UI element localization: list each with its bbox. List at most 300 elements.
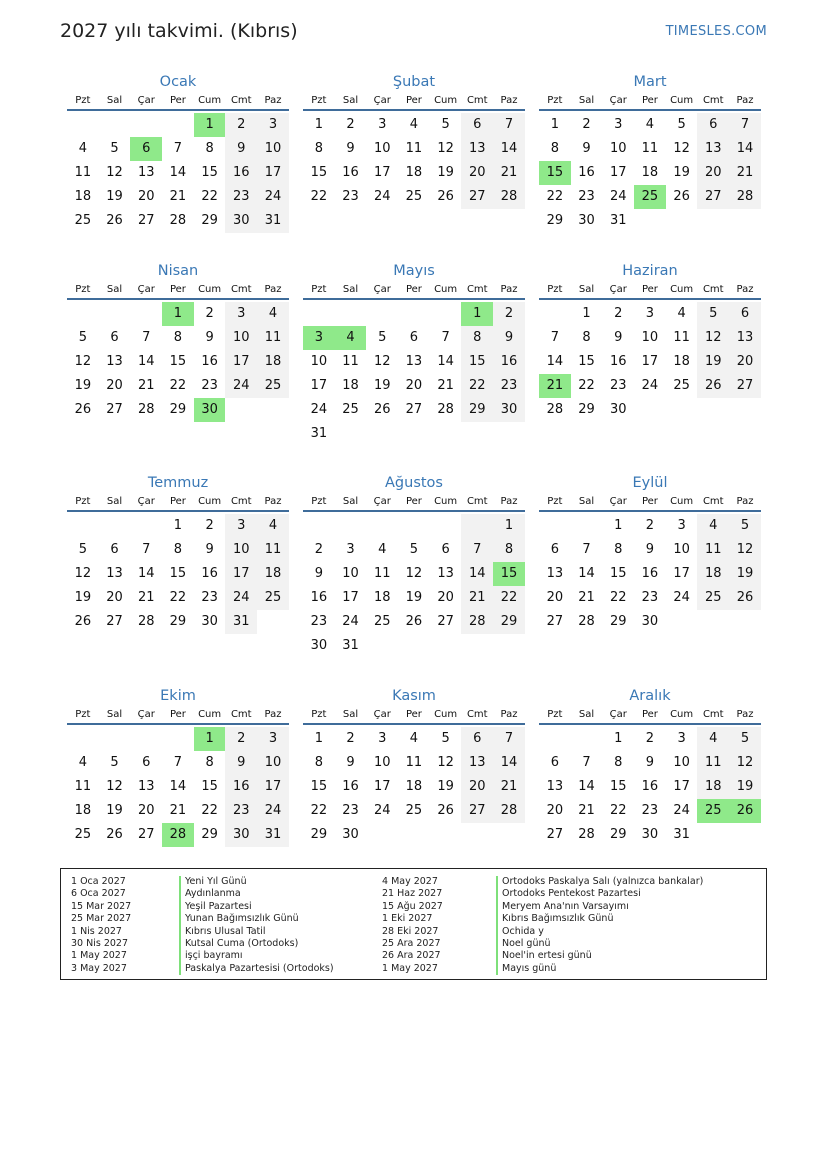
day-cell: 19 bbox=[373, 378, 391, 393]
day-cell: 31 bbox=[673, 827, 690, 842]
day-cell: 3 bbox=[257, 113, 289, 137]
day-cell: 8 bbox=[582, 330, 591, 345]
day-cell: 21 bbox=[729, 161, 761, 185]
brand-link[interactable]: TIMESLES.COM bbox=[665, 24, 767, 39]
day-cell: 21 bbox=[169, 189, 187, 204]
weekday-header bbox=[303, 95, 525, 111]
day-cell: 22 bbox=[493, 586, 525, 610]
weekday-label: Paz bbox=[500, 284, 518, 295]
day-cell: 17 bbox=[257, 161, 289, 185]
day-cell: 14 bbox=[461, 562, 493, 586]
day-cell: 22 bbox=[609, 803, 627, 818]
day-cell: 15 bbox=[201, 165, 218, 180]
day-cell: 4 bbox=[697, 727, 729, 751]
weekday-label: Cum bbox=[198, 284, 222, 295]
day-cell: 23 bbox=[641, 590, 659, 605]
day-cell: 28 bbox=[493, 185, 525, 209]
day-cell: 26 bbox=[74, 402, 92, 417]
day-cell: 8 bbox=[614, 755, 623, 770]
day-cell: 20 bbox=[461, 161, 493, 185]
day-cell: 13 bbox=[546, 779, 564, 794]
empty-cell bbox=[539, 514, 571, 538]
weekday-label: Cum bbox=[670, 709, 694, 720]
day-cell: 31 bbox=[342, 638, 359, 653]
day-cell: 5 bbox=[729, 514, 761, 538]
weekday-label: Çar bbox=[609, 709, 627, 720]
weekday-label: Paz bbox=[500, 95, 518, 106]
day-cell: 22 bbox=[578, 378, 595, 393]
day-cell: 16 bbox=[201, 566, 218, 581]
day-cell: 9 bbox=[614, 330, 623, 345]
day-cell: 6 bbox=[110, 330, 119, 345]
day-cell: 3 bbox=[677, 518, 686, 533]
weekday-label: Cum bbox=[198, 709, 222, 720]
day-cell: 5 bbox=[110, 755, 119, 770]
weekday-label: Paz bbox=[736, 709, 754, 720]
day-cell: 2 bbox=[225, 113, 257, 137]
day-cell: 5 bbox=[78, 542, 87, 557]
day-cell: 24 bbox=[373, 803, 391, 818]
day-cell: 22 bbox=[461, 374, 493, 398]
day-cell: 3 bbox=[378, 117, 387, 132]
day-cell: 22 bbox=[310, 803, 328, 818]
holiday-date: 25 Ara 2027 bbox=[382, 937, 441, 949]
day-cell: 10 bbox=[310, 354, 328, 369]
day-cell: 13 bbox=[546, 566, 564, 581]
holiday-date: 3 May 2027 bbox=[71, 962, 127, 974]
month-name: Eylül bbox=[632, 475, 668, 491]
weekday-label: Pzt bbox=[547, 95, 563, 106]
day-cell: 18 bbox=[697, 775, 729, 799]
day-cell: 19 bbox=[74, 378, 92, 393]
empty-cell bbox=[430, 302, 462, 326]
day-cell: 20 bbox=[729, 350, 761, 374]
day-cell: 23 bbox=[201, 378, 218, 393]
empty-cell bbox=[571, 514, 603, 538]
day-cell: 1 bbox=[493, 514, 525, 538]
day-cell: 30 bbox=[310, 638, 328, 653]
day-cell: 1 bbox=[173, 518, 183, 533]
day-cell: 29 bbox=[201, 213, 218, 228]
holiday-name: Ortodoks Paskalya Salı (yalnızca bankalar) bbox=[496, 876, 703, 888]
holiday-day-cell: 4 bbox=[335, 326, 367, 350]
weekday-label: Pzt bbox=[311, 709, 327, 720]
day-cell: 15 bbox=[578, 354, 595, 369]
weekday-label: Cum bbox=[434, 709, 458, 720]
day-cell: 23 bbox=[310, 614, 328, 629]
day-cell: 29 bbox=[201, 827, 218, 842]
day-cell: 29 bbox=[609, 614, 627, 629]
weekday-label: Pzt bbox=[547, 496, 563, 507]
day-cell: 30 bbox=[225, 209, 257, 233]
day-cell: 9 bbox=[582, 141, 591, 156]
day-cell: 22 bbox=[201, 803, 218, 818]
day-cell: 5 bbox=[378, 330, 387, 345]
weekday-label: Çar bbox=[609, 95, 627, 106]
day-cell: 12 bbox=[74, 566, 92, 581]
day-cell: 24 bbox=[257, 799, 289, 823]
day-cell: 24 bbox=[673, 803, 690, 818]
holiday-date: 1 Nis 2027 bbox=[71, 925, 122, 937]
day-cell: 10 bbox=[373, 141, 391, 156]
holiday-name: Noel günü bbox=[496, 938, 703, 950]
day-cell: 20 bbox=[461, 775, 493, 799]
day-cell: 15 bbox=[201, 779, 218, 794]
weekday-header bbox=[67, 95, 289, 111]
day-cell: 27 bbox=[137, 827, 155, 842]
day-cell: 29 bbox=[609, 827, 627, 842]
day-cell: 1 bbox=[314, 731, 323, 746]
day-cell: 6 bbox=[550, 542, 559, 557]
day-cell: 11 bbox=[257, 326, 289, 350]
day-cell: 5 bbox=[677, 117, 686, 132]
day-cell: 25 bbox=[74, 827, 92, 842]
weekday-label: Sal bbox=[106, 496, 123, 507]
day-cell: 6 bbox=[441, 542, 450, 557]
day-cell: 18 bbox=[405, 779, 423, 794]
weekday-label: Sal bbox=[342, 284, 359, 295]
day-cell: 29 bbox=[546, 213, 564, 228]
empty-cell bbox=[99, 514, 131, 538]
day-grid bbox=[67, 113, 289, 233]
empty-cell bbox=[335, 514, 367, 538]
weekday-label: Pzt bbox=[75, 496, 91, 507]
day-cell: 11 bbox=[405, 141, 423, 156]
holiday-name: Meryem Ana'nın Varsayımı bbox=[496, 901, 703, 913]
day-cell: 8 bbox=[173, 542, 183, 557]
day-cell: 30 bbox=[578, 213, 595, 228]
day-cell: 28 bbox=[729, 185, 761, 209]
day-cell: 8 bbox=[205, 141, 214, 156]
day-cell: 17 bbox=[673, 566, 690, 581]
day-grid bbox=[303, 514, 525, 658]
day-cell: 8 bbox=[614, 542, 623, 557]
day-cell: 28 bbox=[546, 402, 564, 417]
day-cell: 27 bbox=[137, 213, 155, 228]
day-cell: 12 bbox=[697, 326, 729, 350]
weekday-label: Paz bbox=[736, 496, 754, 507]
holiday-dates-right bbox=[382, 876, 443, 975]
day-cell: 4 bbox=[409, 731, 419, 746]
weekday-label: Paz bbox=[264, 496, 282, 507]
day-cell: 2 bbox=[645, 731, 655, 746]
empty-cell bbox=[67, 727, 99, 751]
day-cell: 28 bbox=[578, 827, 595, 842]
weekday-label: Sal bbox=[578, 496, 595, 507]
day-cell: 3 bbox=[257, 727, 289, 751]
weekday-label: Pzt bbox=[311, 496, 327, 507]
day-cell: 18 bbox=[697, 562, 729, 586]
day-cell: 17 bbox=[225, 350, 257, 374]
day-cell: 2 bbox=[205, 518, 214, 533]
weekday-label: Per bbox=[169, 95, 186, 106]
holiday-day-cell: 1 bbox=[194, 113, 226, 137]
empty-cell bbox=[398, 514, 430, 538]
day-cell: 18 bbox=[74, 803, 92, 818]
holiday-day-cell: 3 bbox=[303, 326, 335, 350]
day-grid bbox=[539, 113, 761, 233]
holiday-name: Ortodoks Pentekost Pazartesi bbox=[496, 888, 703, 900]
holiday-day-cell: 25 bbox=[697, 799, 729, 823]
empty-cell bbox=[130, 302, 162, 326]
weekday-label: Cum bbox=[198, 496, 222, 507]
day-cell: 17 bbox=[257, 775, 289, 799]
weekday-header bbox=[539, 709, 761, 725]
holiday-names-left bbox=[179, 876, 334, 975]
month-block bbox=[67, 261, 289, 422]
weekday-label: Per bbox=[405, 709, 422, 720]
day-cell: 13 bbox=[137, 165, 155, 180]
day-cell: 31 bbox=[257, 823, 289, 847]
day-cell: 16 bbox=[342, 779, 359, 794]
weekday-label: Çar bbox=[373, 284, 391, 295]
day-cell: 7 bbox=[493, 113, 525, 137]
month-block bbox=[303, 261, 525, 446]
day-cell: 3 bbox=[614, 117, 623, 132]
weekday-header bbox=[539, 95, 761, 111]
day-cell: 7 bbox=[461, 538, 493, 562]
weekday-label: Per bbox=[641, 95, 658, 106]
holiday-name: Noel'in ertesi günü bbox=[496, 950, 703, 962]
weekday-label: Per bbox=[405, 284, 422, 295]
weekday-label: Cum bbox=[434, 496, 458, 507]
day-cell: 3 bbox=[378, 731, 387, 746]
day-cell: 12 bbox=[673, 141, 690, 156]
empty-cell bbox=[461, 514, 493, 538]
day-cell: 8 bbox=[461, 326, 493, 350]
day-cell: 10 bbox=[225, 326, 257, 350]
day-cell: 21 bbox=[578, 590, 595, 605]
day-cell: 27 bbox=[106, 402, 123, 417]
weekday-label: Cmt bbox=[230, 95, 252, 106]
day-cell: 12 bbox=[437, 755, 454, 770]
day-cell: 17 bbox=[641, 354, 659, 369]
day-cell: 23 bbox=[342, 803, 359, 818]
day-cell: 22 bbox=[169, 590, 187, 605]
day-cell: 1 bbox=[550, 117, 559, 132]
day-cell: 25 bbox=[405, 803, 423, 818]
day-cell: 14 bbox=[493, 751, 525, 775]
day-cell: 11 bbox=[74, 779, 92, 794]
day-cell: 19 bbox=[729, 562, 761, 586]
day-cell: 30 bbox=[641, 614, 659, 629]
day-cell: 23 bbox=[225, 799, 257, 823]
weekday-label: Cum bbox=[434, 95, 458, 106]
day-cell: 18 bbox=[257, 562, 289, 586]
day-cell: 31 bbox=[225, 610, 257, 634]
day-cell: 23 bbox=[201, 590, 218, 605]
day-cell: 18 bbox=[405, 165, 423, 180]
holiday-day-cell: 15 bbox=[539, 161, 571, 185]
holiday-date: 30 Nis 2027 bbox=[71, 937, 128, 949]
day-cell: 1 bbox=[614, 518, 623, 533]
weekday-label: Çar bbox=[609, 284, 627, 295]
day-cell: 6 bbox=[461, 727, 493, 751]
day-cell: 21 bbox=[578, 803, 595, 818]
day-cell: 11 bbox=[641, 141, 659, 156]
day-cell: 16 bbox=[201, 354, 218, 369]
day-cell: 6 bbox=[550, 755, 559, 770]
weekday-label: Pzt bbox=[547, 709, 563, 720]
day-cell: 10 bbox=[257, 751, 289, 775]
weekday-label: Sal bbox=[342, 95, 359, 106]
day-cell: 24 bbox=[373, 189, 391, 204]
day-cell: 29 bbox=[169, 614, 187, 629]
weekday-label: Cmt bbox=[702, 284, 724, 295]
weekday-label: Per bbox=[641, 496, 658, 507]
day-cell: 30 bbox=[641, 827, 659, 842]
weekday-label: Cum bbox=[670, 496, 694, 507]
day-cell: 10 bbox=[673, 755, 690, 770]
weekday-header bbox=[67, 496, 289, 512]
day-grid bbox=[539, 302, 761, 422]
day-cell: 24 bbox=[342, 614, 359, 629]
weekday-label: Pzt bbox=[75, 95, 91, 106]
empty-cell bbox=[130, 727, 162, 751]
holiday-day-cell: 26 bbox=[729, 799, 761, 823]
day-cell: 11 bbox=[342, 354, 359, 369]
weekday-label: Cum bbox=[670, 284, 694, 295]
day-cell: 30 bbox=[201, 614, 218, 629]
weekday-label: Cmt bbox=[466, 95, 488, 106]
holiday-date: 28 Eki 2027 bbox=[382, 925, 439, 937]
day-grid bbox=[67, 514, 289, 634]
day-cell: 15 bbox=[609, 779, 627, 794]
holiday-day-cell: 6 bbox=[130, 137, 162, 161]
day-cell: 25 bbox=[373, 614, 391, 629]
holiday-date: 1 May 2027 bbox=[382, 962, 438, 974]
weekday-label: Çar bbox=[137, 709, 155, 720]
day-cell: 31 bbox=[609, 213, 627, 228]
holiday-name: Kutsal Cuma (Ortodoks) bbox=[179, 938, 334, 950]
day-cell: 15 bbox=[609, 566, 627, 581]
day-cell: 12 bbox=[729, 538, 761, 562]
day-cell: 27 bbox=[437, 614, 454, 629]
day-cell: 11 bbox=[697, 538, 729, 562]
weekday-header bbox=[539, 496, 761, 512]
weekday-label: Sal bbox=[106, 95, 123, 106]
day-grid bbox=[67, 727, 289, 847]
day-cell: 25 bbox=[673, 378, 690, 393]
weekday-label: Paz bbox=[500, 709, 518, 720]
day-cell: 30 bbox=[493, 398, 525, 422]
day-cell: 24 bbox=[225, 586, 257, 610]
day-cell: 11 bbox=[74, 165, 92, 180]
day-cell: 4 bbox=[645, 117, 655, 132]
empty-cell bbox=[366, 302, 398, 326]
weekday-label: Sal bbox=[106, 284, 123, 295]
day-cell: 27 bbox=[546, 827, 564, 842]
day-cell: 26 bbox=[729, 586, 761, 610]
day-grid bbox=[67, 302, 289, 422]
day-cell: 7 bbox=[582, 542, 591, 557]
day-grid bbox=[539, 727, 761, 847]
day-cell: 25 bbox=[257, 586, 289, 610]
weekday-label: Per bbox=[169, 709, 186, 720]
day-cell: 28 bbox=[169, 213, 187, 228]
weekday-header bbox=[303, 709, 525, 725]
day-cell: 28 bbox=[461, 610, 493, 634]
empty-cell bbox=[67, 514, 99, 538]
day-cell: 29 bbox=[578, 402, 595, 417]
day-cell: 12 bbox=[74, 354, 92, 369]
day-cell: 23 bbox=[342, 189, 359, 204]
day-cell: 17 bbox=[609, 165, 627, 180]
day-cell: 20 bbox=[106, 378, 123, 393]
day-cell: 19 bbox=[106, 189, 123, 204]
weekday-label: Cum bbox=[670, 95, 694, 106]
weekday-label: Cmt bbox=[702, 496, 724, 507]
day-cell: 4 bbox=[78, 755, 87, 770]
month-block bbox=[67, 686, 289, 847]
day-cell: 21 bbox=[137, 378, 155, 393]
weekday-label: Çar bbox=[609, 496, 627, 507]
day-cell: 10 bbox=[257, 137, 289, 161]
day-cell: 9 bbox=[346, 755, 355, 770]
weekday-label: Paz bbox=[264, 709, 282, 720]
month-name: Temmuz bbox=[147, 475, 209, 491]
empty-cell bbox=[162, 113, 194, 137]
weekday-label: Çar bbox=[137, 284, 155, 295]
holiday-day-cell: 1 bbox=[194, 727, 226, 751]
day-cell: 6 bbox=[697, 113, 729, 137]
holiday-name: Kıbrıs Ulusal Tatil bbox=[179, 926, 334, 938]
day-cell: 15 bbox=[310, 165, 328, 180]
weekday-label: Sal bbox=[578, 95, 595, 106]
day-cell: 23 bbox=[609, 378, 627, 393]
day-cell: 16 bbox=[641, 779, 659, 794]
day-cell: 11 bbox=[373, 566, 391, 581]
day-cell: 25 bbox=[342, 402, 359, 417]
day-cell: 21 bbox=[137, 590, 155, 605]
day-cell: 1 bbox=[582, 306, 591, 321]
day-cell: 22 bbox=[201, 189, 218, 204]
day-cell: 7 bbox=[582, 755, 591, 770]
day-cell: 9 bbox=[205, 542, 214, 557]
holiday-dates-left bbox=[71, 876, 131, 975]
empty-cell bbox=[430, 514, 462, 538]
day-cell: 16 bbox=[493, 350, 525, 374]
day-cell: 19 bbox=[74, 590, 92, 605]
day-cell: 4 bbox=[409, 117, 419, 132]
day-cell: 6 bbox=[729, 302, 761, 326]
day-cell: 18 bbox=[342, 378, 359, 393]
day-cell: 14 bbox=[578, 566, 595, 581]
day-cell: 23 bbox=[493, 374, 525, 398]
holiday-date: 15 Ağu 2027 bbox=[382, 900, 443, 912]
holiday-date: 25 Mar 2027 bbox=[71, 913, 132, 925]
day-cell: 6 bbox=[142, 755, 151, 770]
day-cell: 7 bbox=[173, 755, 183, 770]
day-cell: 17 bbox=[373, 165, 391, 180]
day-cell: 2 bbox=[582, 117, 591, 132]
weekday-label: Cmt bbox=[466, 709, 488, 720]
day-cell: 26 bbox=[697, 374, 729, 398]
weekday-label: Cmt bbox=[230, 709, 252, 720]
day-cell: 12 bbox=[106, 779, 123, 794]
weekday-label: Per bbox=[405, 496, 422, 507]
day-cell: 7 bbox=[142, 330, 151, 345]
month-block bbox=[303, 473, 525, 658]
day-cell: 14 bbox=[169, 779, 187, 794]
weekday-label: Per bbox=[405, 95, 422, 106]
day-cell: 16 bbox=[225, 161, 257, 185]
holiday-name: Kıbrıs Bağımsızlık Günü bbox=[496, 913, 703, 925]
month-name: Aralık bbox=[629, 688, 671, 704]
day-cell: 27 bbox=[106, 614, 123, 629]
month-name: Kasım bbox=[392, 688, 436, 704]
day-cell: 2 bbox=[614, 306, 623, 321]
